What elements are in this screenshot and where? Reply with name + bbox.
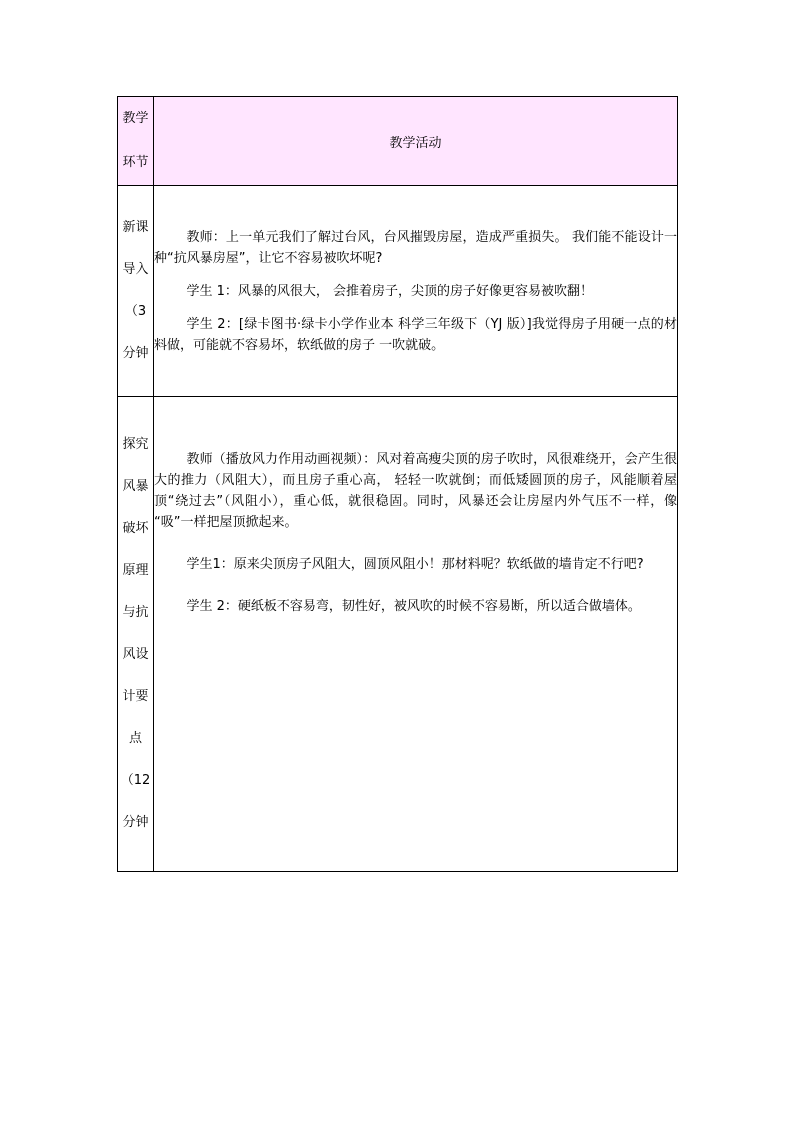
header-label-line: 教学 [122,111,149,126]
header-title: 教学活动 [154,97,678,186]
section-label-line: 计要 [122,689,149,704]
section-label-cell [118,397,154,872]
header-label-cell [118,97,154,186]
section-label-line: （3 [124,304,147,319]
dialogue-paragraph: 教师（播放风力作用动画视频）：风对着高瘦尖顶的房子吹时，风很难绕开，会产生很大的推力（风阻大），而且房子重心高， 轻轻一吹就倒；而低矮圆顶的房子，风能顺着屋顶“绕过去”（风阻小），重心低，就很稳固。同时，风暴还会让房屋内外气压不一样，像 “吸”一样把屋顶掀起来。 [154,452,677,530]
section-label-line: 分钟 [122,815,149,830]
dialogue-paragraph: 学生 2：[绿卡图书·绿卡小学作业本 科学三年级下（YJ 版）]我觉得房子用硬一点的材料做，可能就不容易坏，软纸做的房子 一吹就破。 [154,316,677,353]
section-label-line: 风设 [122,647,149,662]
section-label-line: 风暴 [122,479,149,494]
section-label-line: 分钟 [122,346,149,361]
section-label-line: 点 [128,731,142,746]
dialogue-paragraph: 学生1：原来尖顶房子风阻大，圆顶风阻小！那材料呢？软纸做的墙肯定不行吧? [186,557,644,572]
table-header-row [118,97,678,186]
section-label-line: 探究 [122,437,149,452]
section-content-cell [154,186,678,397]
section-label-line: 原理 [122,563,149,578]
table-row [118,397,678,872]
dialogue-paragraph: 学生 1：风暴的风很大， 会推着房子，尖顶的房子好像更容易被吹翻！ [186,283,594,299]
dialogue-paragraph: 学生 2：硬纸板不容易弯，韧性好，被风吹的时候不容易断，所以适合做墙体。 [186,599,641,614]
section-label-line: 破坏 [122,521,149,536]
section-label-line: 与抗 [122,605,149,620]
section-label-line: 导入 [122,262,149,277]
section-label-line: （12 [120,773,151,788]
dialogue-paragraph: 教师：上一单元我们了解过台风，台风摧毁房屋，造成严重损失。 我们能不能设计一种“抗风暴房屋”，让它不容易被吹坏呢? [154,229,677,266]
header-label-line: 环节 [122,155,149,170]
section-label-line: 新课 [122,220,149,235]
lesson-table [117,96,678,872]
section-label-cell [118,186,154,397]
table-row [118,186,678,397]
section-content-cell [154,397,678,872]
